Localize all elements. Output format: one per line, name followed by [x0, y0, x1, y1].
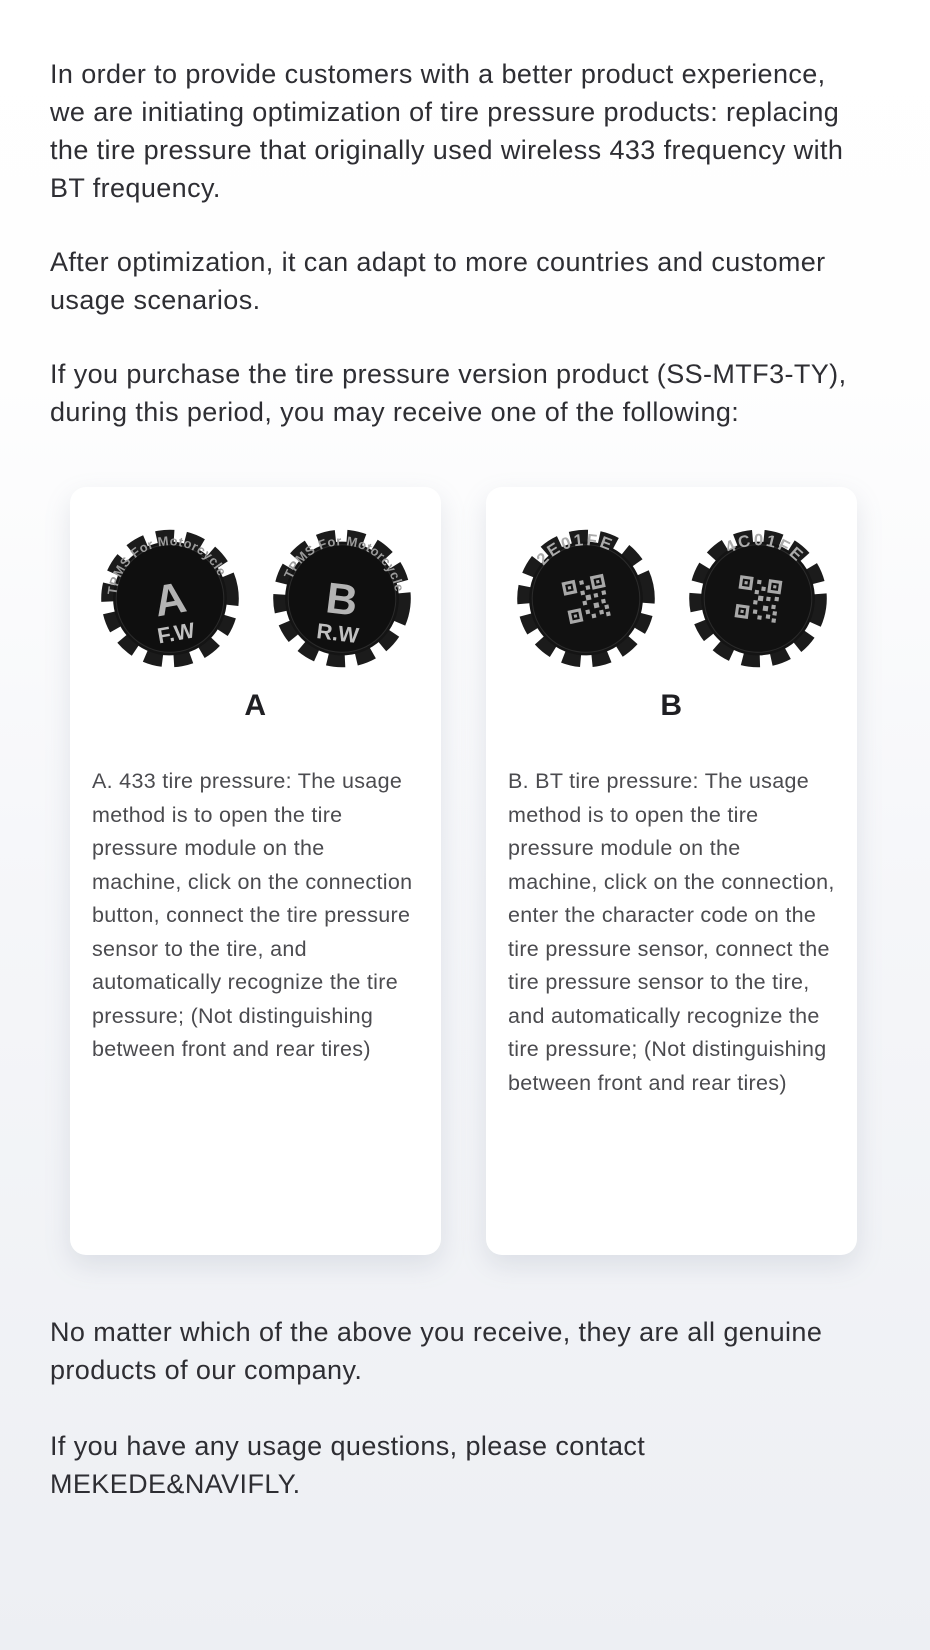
sensor-sublabel: F.W	[154, 617, 197, 649]
option-card-b	[486, 487, 857, 1255]
sensor-code-text: 4C01FE	[721, 530, 808, 567]
product-image-bt-sensors	[486, 523, 857, 673]
sensor-ring-text: TPMS For Motorcycle	[103, 533, 230, 596]
options-row	[70, 487, 880, 1255]
option-a-letter: A	[244, 689, 267, 722]
intro-paragraph-2: After optimization, it can adapt to more countries and customer usage scenarios.	[50, 247, 826, 315]
intro-paragraph-1: In order to provide customers with a better product experience, we are initiating optimization of tire pressure products: replacing the tire pressure that originally used wireless 433 frequency with BT frequency.	[50, 59, 844, 203]
sensor-sublabel: R.W	[314, 618, 360, 649]
product-image-433-sensors	[70, 523, 441, 673]
footer-section	[50, 1313, 880, 1503]
option-b-description: B. BT tire pressure: The usage method is to open the tire pressure module on the machine, click on the connection, enter the character code on the tire pressure sensor, connect the tire pressure sensor to the tire, and automatically recognize the tire pressure; (Not distinguishing between front and rear tires)	[508, 769, 835, 1095]
footer-paragraph-genuine: No matter which of the above you receive, they are all genuine products of our company.	[50, 1317, 823, 1385]
option-card-a	[70, 487, 441, 1255]
intro-section	[50, 55, 880, 431]
option-a-description: A. 433 tire pressure: The usage method is to open the tire pressure module on the machine, click on the connection button, connect the tire pressure sensor to the tire, and automatically recognize the tire pressure; (Not distinguishing between front and rear tires)	[92, 769, 413, 1061]
tpms-bt-sensor-icon-2	[674, 523, 842, 673]
tpms-433-rear-sensor-icon	[258, 523, 426, 673]
sensor-letter: B	[322, 574, 360, 626]
intro-paragraph-3: If you purchase the tire pressure version product (SS-MTF3-TY), during this period, you may receive one of the following:	[50, 359, 847, 427]
option-b-letter: B	[660, 689, 683, 722]
sensor-code-text: 2E01FE	[532, 530, 617, 569]
tpms-433-front-sensor-icon	[86, 523, 254, 673]
footer-paragraph-contact: If you have any usage questions, please contact MEKEDE&NAVIFLY.	[50, 1431, 646, 1499]
tpms-bt-sensor-icon-1	[502, 523, 670, 673]
sensor-ring-text: TPMS For Motorcycle	[280, 533, 407, 594]
sensor-letter: A	[150, 573, 190, 627]
